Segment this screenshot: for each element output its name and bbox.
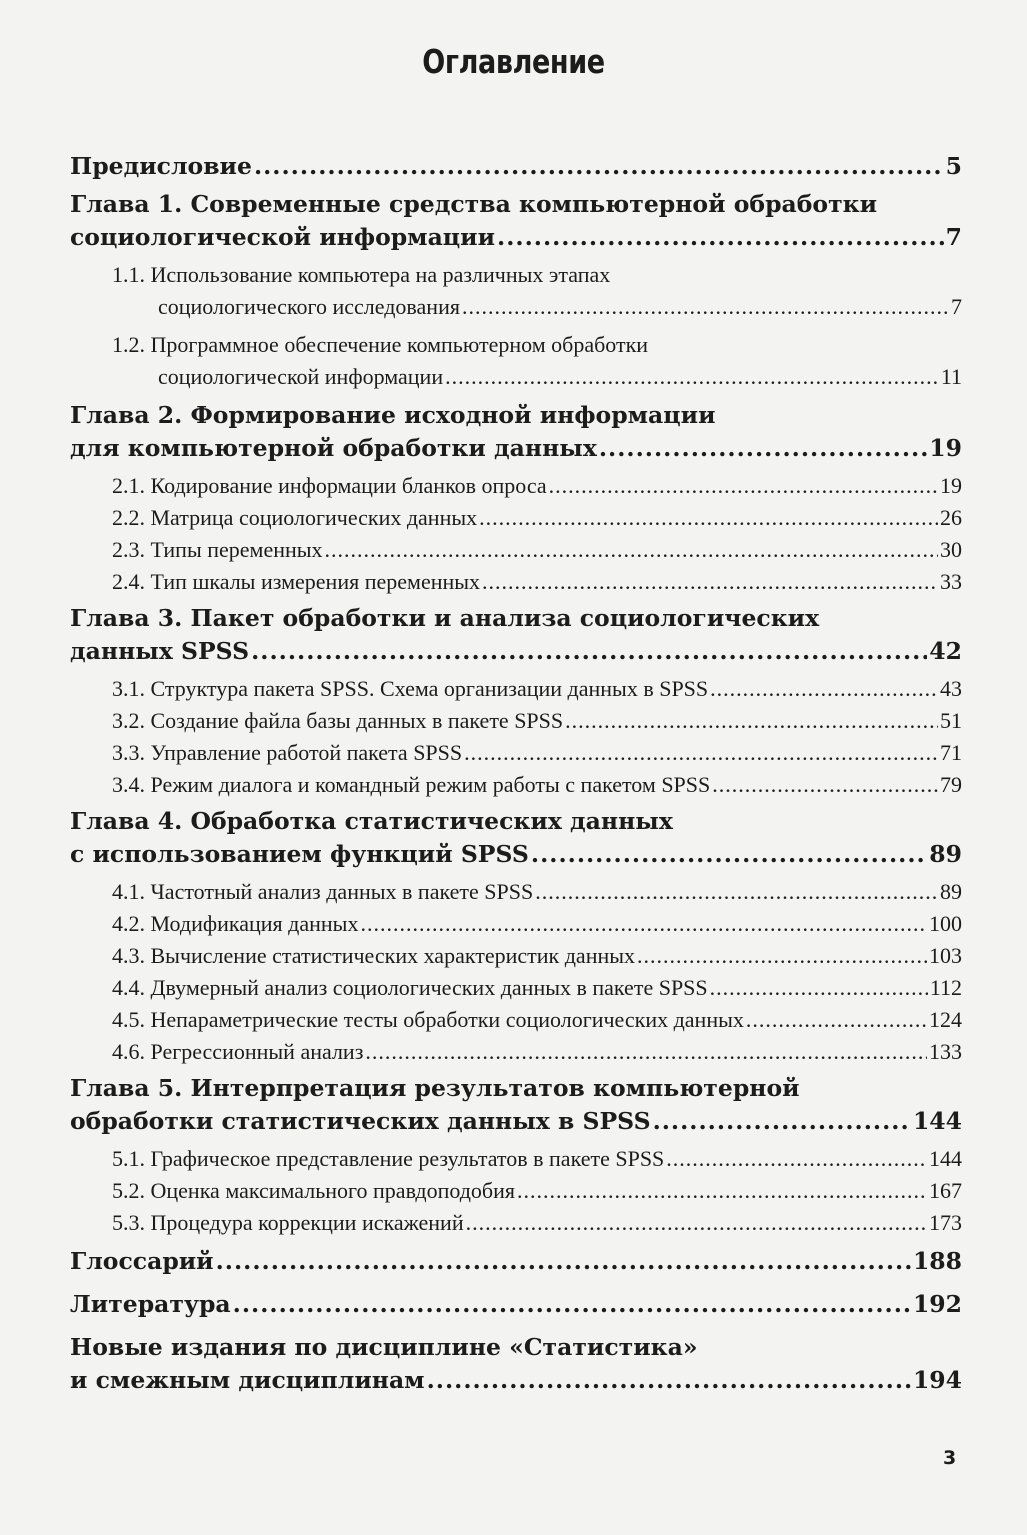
- toc-page-number: 188: [912, 1247, 962, 1275]
- toc-page-number: 42: [929, 637, 962, 665]
- leader-dots: [497, 221, 944, 254]
- toc-page-number: 103: [929, 943, 962, 968]
- toc-page-number: 26: [940, 505, 962, 530]
- toc-section-3-2: [70, 705, 962, 737]
- toc-section-title: 4.1. Частотный анализ данных в пакете SPSS: [112, 879, 534, 904]
- toc-chapter-title-line1: Глава 4. Обработка статистических данных: [70, 807, 673, 835]
- toc-entry-new-editions: [70, 1331, 962, 1397]
- leader-dots: [710, 673, 938, 705]
- toc-chapter-3: [70, 602, 962, 668]
- leader-dots: [254, 150, 944, 183]
- toc-section-title: 2.4. Тип шкалы измерения переменных: [112, 569, 481, 594]
- leader-dots: [637, 940, 927, 972]
- toc-page-number: 19: [929, 434, 962, 462]
- toc-entry-title: Предисловие: [70, 152, 252, 180]
- toc-section-title: 4.2. Модификация данных: [112, 911, 359, 936]
- leader-dots: [549, 470, 938, 502]
- leader-dots: [466, 1207, 927, 1239]
- leader-dots: [325, 534, 938, 566]
- toc-section-title: 4.5. Непараметрические тесты обработки социологических данных: [112, 1007, 744, 1032]
- toc-chapter-title-line1: Глава 5. Интерпретация результатов компьютерной: [70, 1074, 800, 1102]
- leader-dots: [710, 972, 928, 1004]
- leader-dots: [517, 1175, 927, 1207]
- toc-section-3-1: [70, 673, 962, 705]
- leader-dots: [666, 1143, 927, 1175]
- toc-page-number: 194: [912, 1366, 962, 1394]
- leader-dots: [482, 566, 938, 598]
- toc-section-5-2: [70, 1175, 962, 1207]
- toc-page-number: 133: [929, 1039, 962, 1064]
- leader-dots: [360, 908, 927, 940]
- toc-chapter-1: [70, 188, 962, 254]
- toc-entry-title: Литература: [70, 1290, 231, 1318]
- toc-page-number: 30: [940, 537, 962, 562]
- toc-page-number: 124: [929, 1007, 962, 1032]
- toc-entry-title: Глоссарий: [70, 1247, 214, 1275]
- toc-section-5-1: [70, 1143, 962, 1175]
- toc-section-title: 5.3. Процедура коррекции искажений: [112, 1210, 464, 1235]
- toc-chapter-title-line1: Глава 2. Формирование исходной информации: [70, 401, 716, 429]
- toc-section-title: 5.1. Графическое представление результатов в пакете SPSS: [112, 1146, 665, 1171]
- toc-page-number: 43: [940, 676, 962, 701]
- toc-page-number: 89: [940, 879, 962, 904]
- leader-dots: [365, 1036, 927, 1068]
- leader-dots: [251, 635, 927, 668]
- toc-page-number: 51: [940, 708, 962, 733]
- toc-page-number: 192: [912, 1290, 962, 1318]
- toc-section-1-2: [70, 329, 962, 393]
- toc-section-4-5: [70, 1004, 962, 1036]
- toc-entry-title-line2: и смежным дисциплинам: [70, 1366, 425, 1394]
- toc-section-4-3: [70, 940, 962, 972]
- toc-page-number: 33: [940, 569, 962, 594]
- toc-chapter-4: [70, 805, 962, 871]
- toc-section-2-2: [70, 502, 962, 534]
- toc-chapter-title-line2: с использованием функций SPSS: [70, 840, 529, 868]
- toc-section-title: 4.6. Регрессионный анализ: [112, 1039, 364, 1064]
- toc-entry-preface: [70, 150, 962, 183]
- leader-dots: [216, 1245, 911, 1278]
- toc-section-title-line2: социологической информации: [158, 364, 444, 389]
- toc-section-title: 3.2. Создание файла базы данных в пакете SPSS: [112, 708, 564, 733]
- toc-page-number: 71: [940, 740, 962, 765]
- page-number: 3: [943, 1447, 957, 1469]
- toc-section-title-line2: социологического исследования: [158, 294, 460, 319]
- toc-section-title: 2.2. Матрица социологических данных: [112, 505, 478, 530]
- leader-dots: [653, 1105, 911, 1138]
- toc-section-5-3: [70, 1207, 962, 1239]
- page-title: Оглавление: [422, 42, 605, 81]
- toc-chapter-title-line1: Глава 3. Пакет обработки и анализа социологических: [70, 604, 820, 632]
- toc-page-number: 11: [940, 364, 962, 389]
- toc-section-title-line1: 1.1. Использование компьютера на различных этапах: [112, 262, 611, 287]
- toc-page-number: 173: [929, 1210, 962, 1235]
- toc-page-number: 79: [940, 772, 962, 797]
- toc-section-4-1: [70, 876, 962, 908]
- toc-page-number: 19: [940, 473, 962, 498]
- toc-section-title: 3.3. Управление работой пакета SPSS: [112, 740, 463, 765]
- toc-page-number: 100: [929, 911, 962, 936]
- toc-page-number: 89: [929, 840, 962, 868]
- toc-section-3-4: [70, 769, 962, 801]
- toc-section-title-line1: 1.2. Программное обеспечение компьютерном обработки: [112, 332, 649, 357]
- toc-section-title: 2.3. Типы переменных: [112, 537, 323, 562]
- toc-section-2-4: [70, 566, 962, 598]
- toc-page-number: 144: [912, 1107, 962, 1135]
- leader-dots: [599, 432, 927, 465]
- leader-dots: [233, 1288, 911, 1321]
- toc-page-number: 167: [929, 1178, 962, 1203]
- toc-section-title: 4.3. Вычисление статистических характеристик данных: [112, 943, 636, 968]
- toc-page-number: 112: [929, 975, 962, 1000]
- toc-section-2-1: [70, 470, 962, 502]
- toc-chapter-title-line2: для компьютерной обработки данных: [70, 434, 597, 462]
- toc-section-title: 2.1. Кодирование информации бланков опроса: [112, 473, 547, 498]
- toc-section-title: 3.4. Режим диалога и командный режим работы с пакетом SPSS: [112, 772, 711, 797]
- toc-page-number: 7: [951, 294, 962, 319]
- toc-chapter-2: [70, 399, 962, 465]
- leader-dots: [712, 769, 938, 801]
- toc-section-4-6: [70, 1036, 962, 1068]
- toc-page-number: 5: [945, 152, 962, 180]
- toc-chapter-5: [70, 1072, 962, 1138]
- toc-chapter-title-line2: социологической информации: [70, 223, 496, 251]
- table-of-contents: [70, 150, 962, 1402]
- leader-dots: [746, 1004, 927, 1036]
- toc-section-title: 3.1. Структура пакета SPSS. Схема организации данных в SPSS: [112, 676, 709, 701]
- toc-section-4-2: [70, 908, 962, 940]
- toc-entry-glossary: [70, 1245, 962, 1278]
- toc-section-title: 5.2. Оценка максимального правдоподобия: [112, 1178, 516, 1203]
- leader-dots: [565, 705, 938, 737]
- toc-section-2-3: [70, 534, 962, 566]
- leader-dots: [445, 361, 939, 393]
- toc-section-3-3: [70, 737, 962, 769]
- toc-chapter-title-line2: данных SPSS: [70, 637, 250, 665]
- toc-chapter-title-line1: Глава 1. Современные средства компьютерной обработки: [70, 190, 878, 218]
- toc-page-number: 144: [929, 1146, 962, 1171]
- leader-dots: [531, 838, 927, 871]
- leader-dots: [462, 291, 949, 323]
- toc-page-number: 7: [945, 223, 962, 251]
- toc-entry-title-line1: Новые издания по дисциплине «Статистика»: [70, 1333, 698, 1361]
- toc-section-4-4: [70, 972, 962, 1004]
- toc-chapter-title-line2: обработки статистических данных в SPSS: [70, 1107, 651, 1135]
- toc-entry-literature: [70, 1288, 962, 1321]
- leader-dots: [535, 876, 938, 908]
- toc-section-title: 4.4. Двумерный анализ социологических данных в пакете SPSS: [112, 975, 708, 1000]
- leader-dots: [464, 737, 938, 769]
- toc-section-1-1: [70, 259, 962, 323]
- leader-dots: [427, 1364, 911, 1397]
- leader-dots: [479, 502, 938, 534]
